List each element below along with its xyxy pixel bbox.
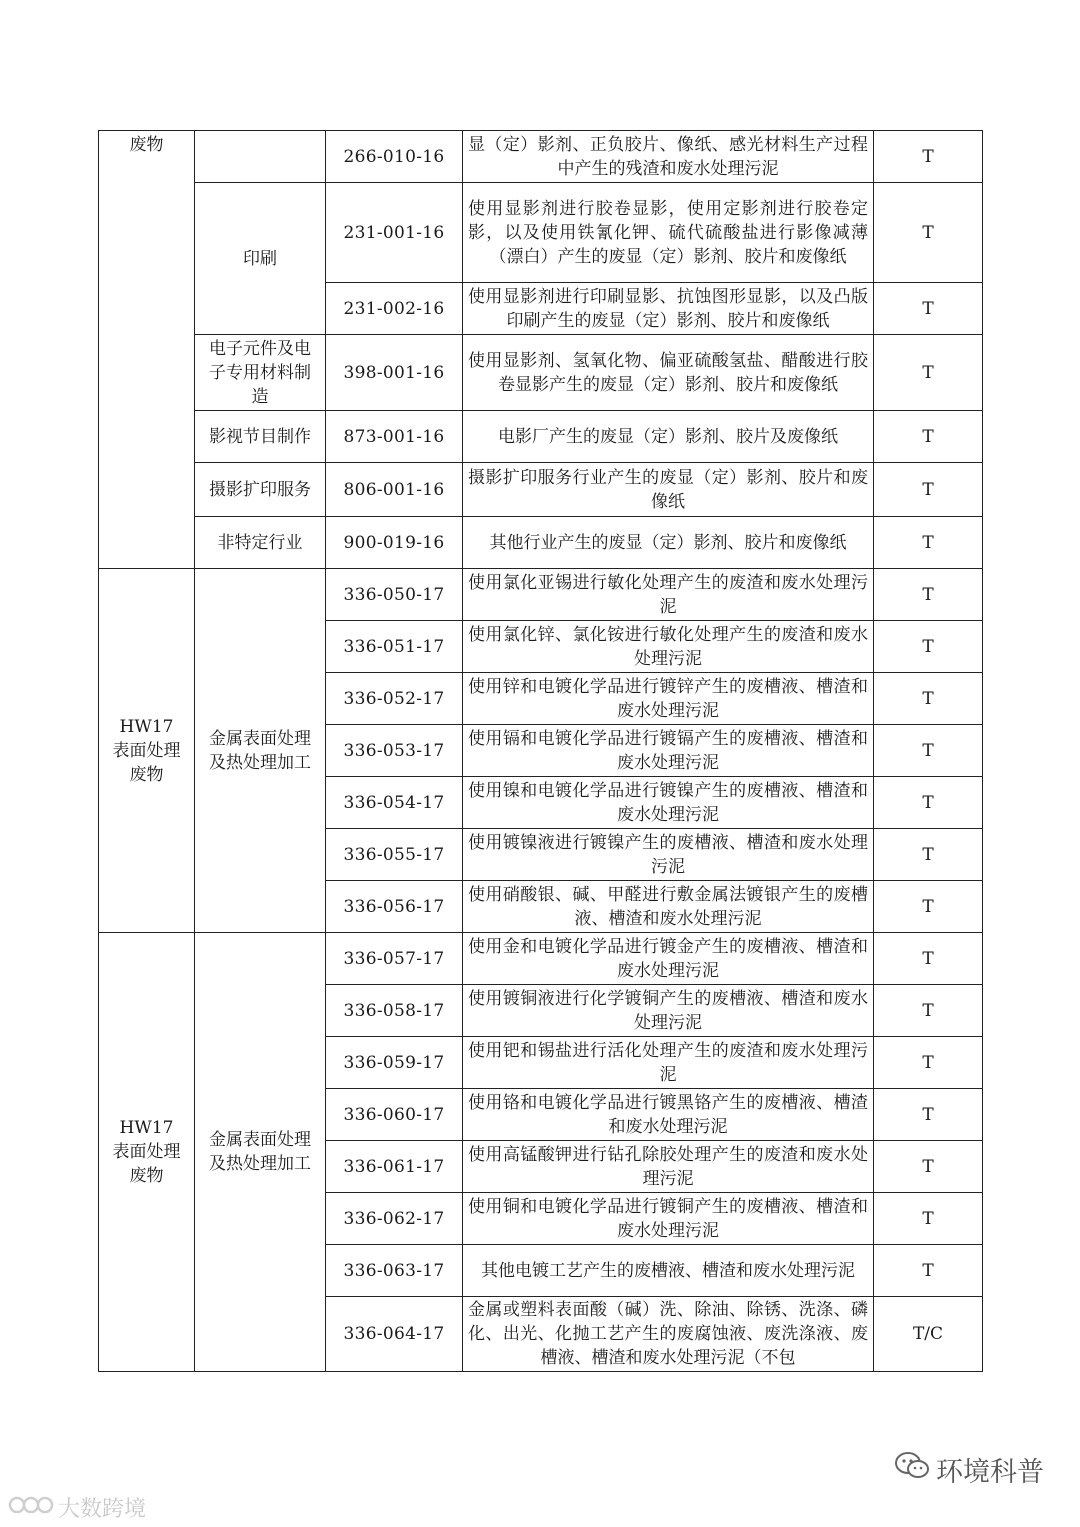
hazard-property-cell: T bbox=[874, 621, 983, 673]
industry-cell: 金属表面处理及热处理加工 bbox=[195, 933, 326, 1372]
hazard-property-cell: T bbox=[874, 777, 983, 829]
table-row bbox=[99, 131, 983, 183]
waste-code-cell: 900-019-16 bbox=[326, 517, 463, 569]
hazard-property-cell: T bbox=[874, 1141, 983, 1193]
waste-description-cell: 使用显影剂进行印刷显影、抗蚀图形显影，以及凸版印刷产生的废显（定）影剂、胶片和废像纸 bbox=[463, 283, 874, 335]
waste-description-cell: 使用显影剂、氢氧化物、偏亚硫酸氢盐、醋酸进行胶卷显影产生的废显（定）影剂、胶片和废像纸 bbox=[463, 335, 874, 411]
waste-code-cell: 336-059-17 bbox=[326, 1037, 463, 1089]
waste-code-cell: 336-061-17 bbox=[326, 1141, 463, 1193]
industry-cell: 影视节目制作 bbox=[195, 411, 326, 463]
table-row bbox=[99, 517, 983, 569]
category-cell: HW17 表面处理 废物 bbox=[99, 569, 195, 933]
waste-code-cell: 336-055-17 bbox=[326, 829, 463, 881]
watermark-wechat-text: 环境科普 bbox=[936, 1457, 1044, 1488]
waste-description-cell: 使用铬和电镀化学品进行镀黑铬产生的废槽液、槽渣和废水处理污泥 bbox=[463, 1089, 874, 1141]
hazardous-waste-table bbox=[98, 130, 983, 1372]
table-row bbox=[99, 569, 983, 621]
waste-code-cell: 231-001-16 bbox=[326, 183, 463, 283]
table-row bbox=[99, 463, 983, 517]
waste-code-cell: 336-058-17 bbox=[326, 985, 463, 1037]
hazard-property-cell: T bbox=[874, 183, 983, 283]
industry-cell: 印刷 bbox=[195, 183, 326, 335]
waste-code-cell: 336-052-17 bbox=[326, 673, 463, 725]
waste-description-cell: 显（定）影剂、正负胶片、像纸、感光材料生产过程中产生的残渣和废水处理污泥 bbox=[463, 131, 874, 183]
waste-code-cell: 336-051-17 bbox=[326, 621, 463, 673]
industry-cell: 非特定行业 bbox=[195, 517, 326, 569]
waste-description-cell: 金属或塑料表面酸（碱）洗、除油、除锈、洗涤、磷化、出光、化抛工艺产生的废腐蚀液、废洗涤液、废槽液、槽渣和废水处理污泥（不包 bbox=[463, 1297, 874, 1372]
waste-description-cell: 使用镀铜液进行化学镀铜产生的废槽液、槽渣和废水处理污泥 bbox=[463, 985, 874, 1037]
hazard-property-cell: T bbox=[874, 463, 983, 517]
waste-description-cell: 使用铜和电镀化学品进行镀铜产生的废槽液、槽渣和废水处理污泥 bbox=[463, 1193, 874, 1245]
hazard-property-cell: T bbox=[874, 1089, 983, 1141]
table-row bbox=[99, 933, 983, 985]
waste-code-cell: 231-002-16 bbox=[326, 283, 463, 335]
waste-code-cell: 398-001-16 bbox=[326, 335, 463, 411]
wechat-icon bbox=[894, 1451, 930, 1488]
hazard-property-cell: T bbox=[874, 829, 983, 881]
waste-code-cell: 336-063-17 bbox=[326, 1245, 463, 1297]
table-row bbox=[99, 183, 983, 283]
waste-description-cell: 使用锌和电镀化学品进行镀锌产生的废槽液、槽渣和废水处理污泥 bbox=[463, 673, 874, 725]
hazard-property-cell: T bbox=[874, 933, 983, 985]
hazard-property-cell: T/C bbox=[874, 1297, 983, 1372]
hazard-property-cell: T bbox=[874, 725, 983, 777]
hazard-property-cell: T bbox=[874, 283, 983, 335]
hazard-property-cell: T bbox=[874, 411, 983, 463]
waste-code-cell: 336-057-17 bbox=[326, 933, 463, 985]
waste-description-cell: 电影厂产生的废显（定）影剂、胶片及废像纸 bbox=[463, 411, 874, 463]
waste-description-cell: 使用镍和电镀化学品进行镀镍产生的废槽液、槽渣和废水处理污泥 bbox=[463, 777, 874, 829]
waste-description-cell: 其他电镀工艺产生的废槽液、槽渣和废水处理污泥 bbox=[463, 1245, 874, 1297]
waste-code-cell: 806-001-16 bbox=[326, 463, 463, 517]
waste-description-cell: 使用金和电镀化学品进行镀金产生的废槽液、槽渣和废水处理污泥 bbox=[463, 933, 874, 985]
waste-code-cell: 336-053-17 bbox=[326, 725, 463, 777]
category-cell: HW17 表面处理 废物 bbox=[99, 933, 195, 1372]
table-row bbox=[99, 411, 983, 463]
waste-description-cell: 其他行业产生的废显（定）影剂、胶片和废像纸 bbox=[463, 517, 874, 569]
brand-logo-icon bbox=[8, 1494, 54, 1522]
waste-code-cell: 336-060-17 bbox=[326, 1089, 463, 1141]
table-body bbox=[99, 131, 983, 1372]
waste-description-cell: 使用高锰酸钾进行钻孔除胶处理产生的废渣和废水处理污泥 bbox=[463, 1141, 874, 1193]
waste-description-cell: 使用氯化亚锡进行敏化处理产生的废渣和废水处理污泥 bbox=[463, 569, 874, 621]
hazard-property-cell: T bbox=[874, 1037, 983, 1089]
waste-code-cell: 336-054-17 bbox=[326, 777, 463, 829]
hazard-property-cell: T bbox=[874, 517, 983, 569]
table-row bbox=[99, 335, 983, 411]
hazard-property-cell: T bbox=[874, 985, 983, 1037]
waste-description-cell: 摄影扩印服务行业产生的废显（定）影剂、胶片和废像纸 bbox=[463, 463, 874, 517]
waste-code-cell: 336-062-17 bbox=[326, 1193, 463, 1245]
hazard-property-cell: T bbox=[874, 569, 983, 621]
watermark-brand-text: 大数跨境 bbox=[58, 1497, 147, 1522]
industry-cell: 金属表面处理及热处理加工 bbox=[195, 569, 326, 933]
industry-cell: 电子元件及电子专用材料制造 bbox=[195, 335, 326, 411]
watermark-wechat bbox=[894, 1450, 1044, 1489]
hazard-property-cell: T bbox=[874, 881, 983, 933]
waste-description-cell: 使用硝酸银、碱、甲醛进行敷金属法镀银产生的废槽液、槽渣和废水处理污泥 bbox=[463, 881, 874, 933]
hazard-property-cell: T bbox=[874, 335, 983, 411]
waste-description-cell: 使用镀镍液进行镀镍产生的废槽液、槽渣和废水处理污泥 bbox=[463, 829, 874, 881]
waste-code-cell: 336-064-17 bbox=[326, 1297, 463, 1372]
waste-description-cell: 使用氯化锌、氯化铵进行敏化处理产生的废渣和废水处理污泥 bbox=[463, 621, 874, 673]
waste-code-cell: 336-050-17 bbox=[326, 569, 463, 621]
waste-description-cell: 使用显影剂进行胶卷显影，使用定影剂进行胶卷定影，以及使用铁氰化钾、硫代硫酸盐进行影像减薄（漂白）产生的废显（定）影剂、胶片和废像纸 bbox=[463, 183, 874, 283]
watermark-brand bbox=[8, 1492, 146, 1523]
waste-description-cell: 使用镉和电镀化学品进行镀镉产生的废槽液、槽渣和废水处理污泥 bbox=[463, 725, 874, 777]
hazard-property-cell: T bbox=[874, 1245, 983, 1297]
waste-code-cell: 266-010-16 bbox=[326, 131, 463, 183]
waste-code-cell: 336-056-17 bbox=[326, 881, 463, 933]
waste-code-cell: 873-001-16 bbox=[326, 411, 463, 463]
category-cell: 废物 bbox=[99, 131, 195, 569]
hazard-property-cell: T bbox=[874, 673, 983, 725]
waste-description-cell: 使用钯和锡盐进行活化处理产生的废渣和废水处理污泥 bbox=[463, 1037, 874, 1089]
industry-cell: 摄影扩印服务 bbox=[195, 463, 326, 517]
hazard-property-cell: T bbox=[874, 1193, 983, 1245]
hazard-property-cell: T bbox=[874, 131, 983, 183]
industry-cell bbox=[195, 131, 326, 183]
